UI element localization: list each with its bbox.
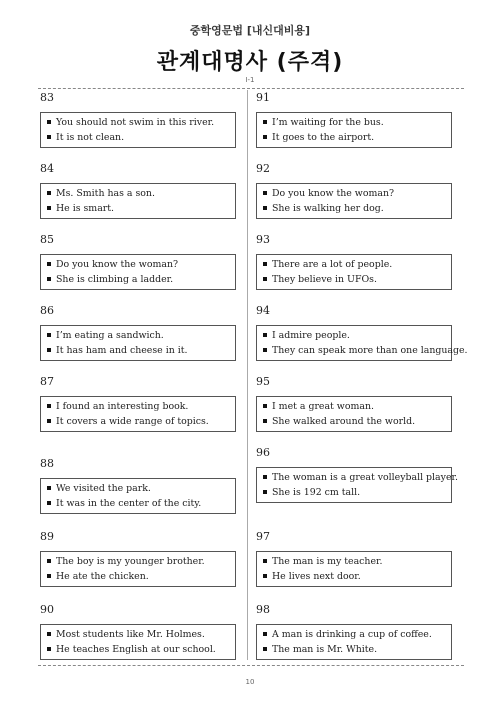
sentence-box bbox=[256, 254, 452, 290]
square-bullet-icon bbox=[263, 348, 267, 352]
exercise-number: 96 bbox=[256, 446, 270, 459]
square-bullet-icon bbox=[263, 404, 267, 408]
exercise-number: 98 bbox=[256, 603, 270, 616]
sentence-text: They can speak more than one language. bbox=[272, 345, 468, 356]
exercise-item bbox=[40, 233, 236, 290]
column-divider bbox=[247, 90, 248, 660]
exercise-item bbox=[40, 91, 236, 148]
sentence-box bbox=[40, 624, 236, 660]
square-bullet-icon bbox=[263, 135, 267, 139]
exercise-number: 88 bbox=[40, 457, 54, 470]
sentence-line bbox=[263, 201, 447, 216]
exercise-item bbox=[256, 162, 452, 219]
sentence-line bbox=[263, 485, 447, 500]
sentence-line bbox=[47, 481, 231, 496]
exercise-number: 94 bbox=[256, 304, 270, 317]
square-bullet-icon bbox=[47, 191, 51, 195]
sentence-box bbox=[40, 478, 236, 514]
square-bullet-icon bbox=[47, 574, 51, 578]
sentence-text: Do you know the woman? bbox=[56, 259, 179, 270]
sentence-line bbox=[47, 257, 231, 272]
exercise-item bbox=[40, 304, 236, 361]
square-bullet-icon bbox=[47, 333, 51, 337]
sentence-box bbox=[256, 551, 452, 587]
exercise-item bbox=[40, 603, 236, 660]
sentence-text: I found an interesting book. bbox=[56, 401, 189, 412]
exercise-item bbox=[256, 446, 458, 503]
square-bullet-icon bbox=[263, 647, 267, 651]
square-bullet-icon bbox=[47, 486, 51, 490]
exercise-item bbox=[256, 530, 452, 587]
exercise-number: 97 bbox=[256, 530, 270, 543]
sentence-line bbox=[47, 554, 231, 569]
sentence-line bbox=[263, 328, 447, 343]
exercise-number: 92 bbox=[256, 162, 270, 175]
sentence-text: He lives next door. bbox=[272, 571, 361, 582]
exercise-item bbox=[256, 603, 452, 660]
sentence-text: Most students like Mr. Holmes. bbox=[56, 629, 205, 640]
book-subtitle: 중학영문법 [내신대비용] bbox=[189, 24, 311, 37]
square-bullet-icon bbox=[263, 632, 267, 636]
sentence-text: She is walking her dog. bbox=[272, 203, 384, 214]
square-bullet-icon bbox=[47, 277, 51, 281]
page-number: 10 bbox=[245, 678, 255, 686]
sentence-line bbox=[47, 130, 231, 145]
sentence-line bbox=[263, 414, 447, 429]
sentence-line bbox=[263, 569, 447, 584]
exercise-item bbox=[40, 530, 236, 587]
exercise-item bbox=[256, 304, 468, 361]
sentence-text: She is 192 cm tall. bbox=[272, 487, 361, 498]
sentence-box bbox=[256, 624, 452, 660]
exercise-item bbox=[256, 375, 452, 432]
sentence-line bbox=[263, 186, 447, 201]
square-bullet-icon bbox=[47, 501, 51, 505]
sentence-box bbox=[256, 325, 468, 361]
exercise-number: 91 bbox=[256, 91, 270, 104]
section-code: I-1 bbox=[245, 76, 255, 84]
exercise-number: 93 bbox=[256, 233, 270, 246]
sentence-line bbox=[47, 642, 231, 657]
sentence-line bbox=[263, 343, 468, 358]
sentence-text: They believe in UFOs. bbox=[272, 274, 377, 285]
square-bullet-icon bbox=[47, 419, 51, 423]
exercise-item bbox=[256, 91, 452, 148]
exercise-number: 85 bbox=[40, 233, 54, 246]
sentence-box bbox=[40, 325, 236, 361]
sentence-text: Do you know the woman? bbox=[272, 188, 395, 199]
sentence-text: The man is Mr. White. bbox=[272, 644, 378, 655]
square-bullet-icon bbox=[47, 404, 51, 408]
top-divider bbox=[38, 88, 464, 89]
square-bullet-icon bbox=[263, 333, 267, 337]
sentence-text: Ms. Smith has a son. bbox=[56, 188, 155, 199]
sentence-text: It was in the center of the city. bbox=[56, 498, 202, 509]
square-bullet-icon bbox=[47, 135, 51, 139]
sentence-text: It has ham and cheese in it. bbox=[56, 345, 188, 356]
square-bullet-icon bbox=[47, 206, 51, 210]
exercise-number: 83 bbox=[40, 91, 54, 104]
sentence-line bbox=[47, 115, 231, 130]
sentence-text: He ate the chicken. bbox=[56, 571, 149, 582]
sentence-box bbox=[256, 467, 458, 503]
sentence-line bbox=[263, 257, 447, 272]
sentence-line bbox=[263, 554, 447, 569]
sentence-text: It covers a wide range of topics. bbox=[56, 416, 209, 427]
sentence-line bbox=[47, 496, 231, 511]
square-bullet-icon bbox=[47, 120, 51, 124]
exercise-number: 90 bbox=[40, 603, 54, 616]
sentence-line bbox=[47, 328, 231, 343]
square-bullet-icon bbox=[263, 277, 267, 281]
sentence-text: I admire people. bbox=[272, 330, 350, 341]
sentence-box bbox=[256, 112, 452, 148]
exercise-item bbox=[40, 162, 236, 219]
square-bullet-icon bbox=[263, 490, 267, 494]
sentence-text: You should not swim in this river. bbox=[56, 117, 215, 128]
exercise-item bbox=[256, 233, 452, 290]
sentence-text: A man is drinking a cup of coffee. bbox=[272, 629, 432, 640]
exercise-item bbox=[40, 375, 236, 432]
sentence-text: I met a great woman. bbox=[272, 401, 374, 412]
exercise-number: 84 bbox=[40, 162, 54, 175]
square-bullet-icon bbox=[47, 559, 51, 563]
sentence-line bbox=[263, 272, 447, 287]
sentence-box bbox=[40, 183, 236, 219]
sentence-line bbox=[263, 642, 447, 657]
sentence-text: She walked around the world. bbox=[272, 416, 416, 427]
square-bullet-icon bbox=[263, 191, 267, 195]
exercise-number: 95 bbox=[256, 375, 270, 388]
sentence-line bbox=[263, 627, 447, 642]
sentence-box bbox=[256, 183, 452, 219]
square-bullet-icon bbox=[263, 262, 267, 266]
exercise-number: 86 bbox=[40, 304, 54, 317]
square-bullet-icon bbox=[47, 348, 51, 352]
sentence-text: She is climbing a ladder. bbox=[56, 274, 174, 285]
sentence-text: The man is my teacher. bbox=[272, 556, 383, 567]
sentence-text: He is smart. bbox=[56, 203, 115, 214]
sentence-line bbox=[47, 627, 231, 642]
sentence-text: There are a lot of people. bbox=[272, 259, 393, 270]
sentence-text: I’m eating a sandwich. bbox=[56, 330, 164, 341]
exercise-number: 87 bbox=[40, 375, 54, 388]
sentence-text: The boy is my younger brother. bbox=[56, 556, 205, 567]
bottom-divider bbox=[38, 665, 464, 666]
sentence-line bbox=[47, 569, 231, 584]
sentence-line bbox=[263, 130, 447, 145]
sentence-text: We visited the park. bbox=[56, 483, 151, 494]
square-bullet-icon bbox=[263, 475, 267, 479]
sentence-box bbox=[40, 551, 236, 587]
sentence-line bbox=[47, 399, 231, 414]
sentence-line bbox=[47, 201, 231, 216]
exercise-item bbox=[40, 457, 236, 514]
sentence-text: I’m waiting for the bus. bbox=[272, 117, 384, 128]
square-bullet-icon bbox=[263, 419, 267, 423]
square-bullet-icon bbox=[47, 632, 51, 636]
sentence-line bbox=[47, 414, 231, 429]
sentence-line bbox=[263, 399, 447, 414]
sentence-text: It is not clean. bbox=[56, 132, 125, 143]
sentence-text: The woman is a great volleyball player. bbox=[272, 472, 458, 483]
sentence-line bbox=[263, 470, 458, 485]
square-bullet-icon bbox=[47, 262, 51, 266]
sentence-text: He teaches English at our school. bbox=[56, 644, 216, 655]
exercise-number: 89 bbox=[40, 530, 54, 543]
sentence-box bbox=[256, 396, 452, 432]
sentence-line bbox=[47, 186, 231, 201]
square-bullet-icon bbox=[263, 574, 267, 578]
sentence-box bbox=[40, 112, 236, 148]
square-bullet-icon bbox=[263, 120, 267, 124]
sentence-box bbox=[40, 396, 236, 432]
sentence-line bbox=[47, 272, 231, 287]
sentence-line bbox=[47, 343, 231, 358]
sentence-text: It goes to the airport. bbox=[272, 132, 375, 143]
sentence-line bbox=[263, 115, 447, 130]
square-bullet-icon bbox=[263, 206, 267, 210]
square-bullet-icon bbox=[263, 559, 267, 563]
square-bullet-icon bbox=[47, 647, 51, 651]
page-title: 관계대명사 (주격) bbox=[156, 50, 344, 75]
sentence-box bbox=[40, 254, 236, 290]
